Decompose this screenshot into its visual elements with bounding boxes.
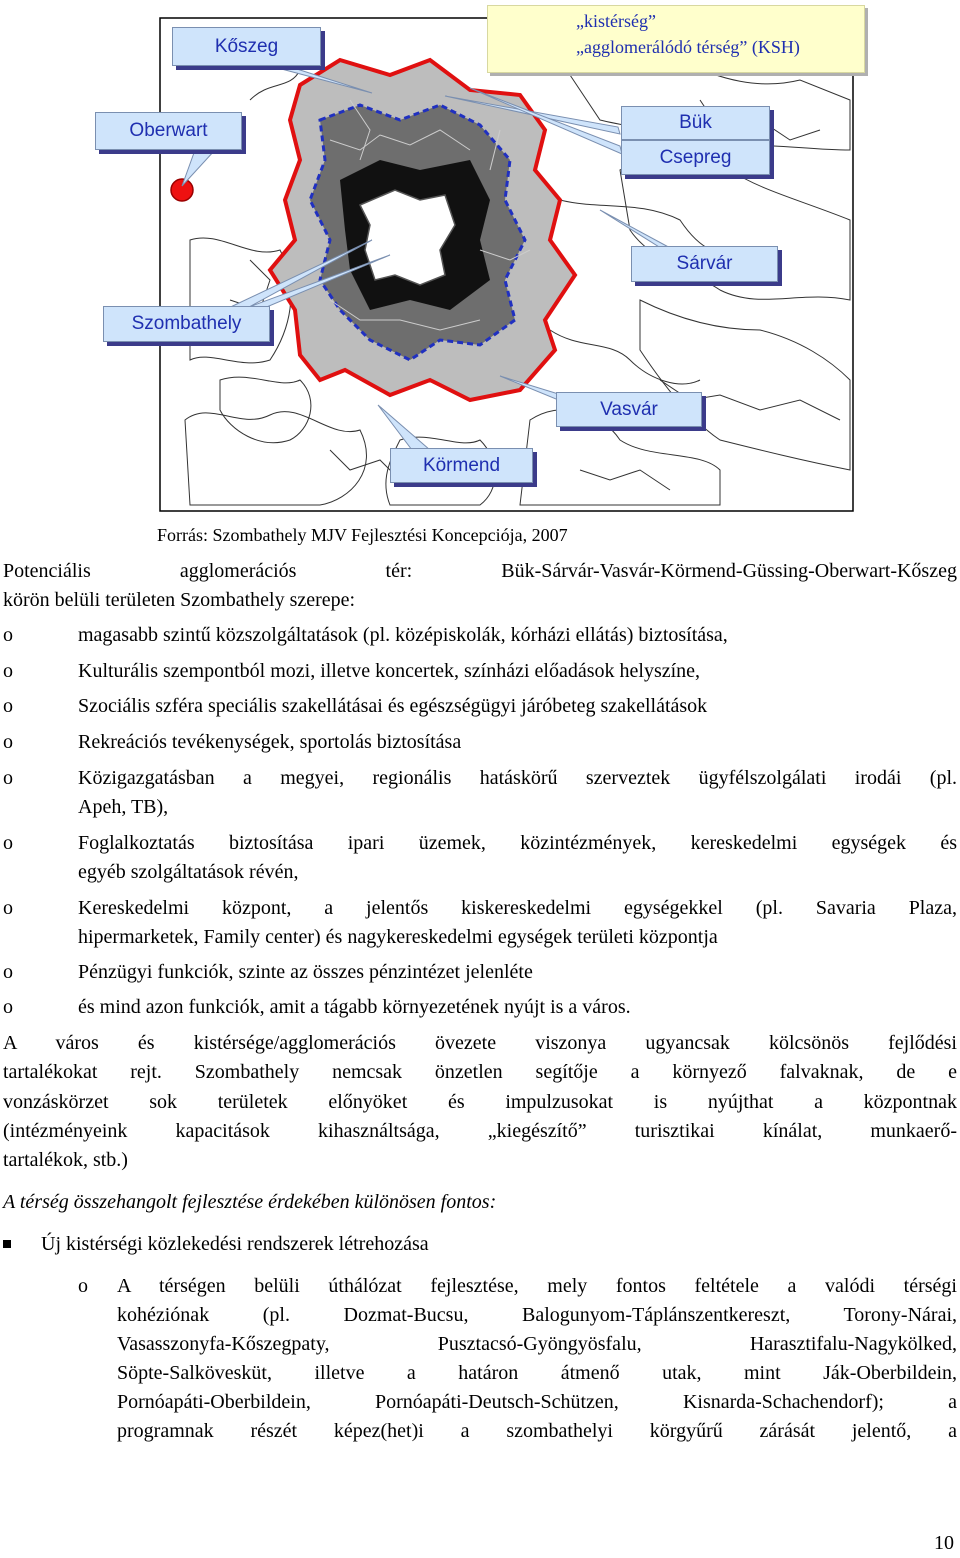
sub-item-line: programnak részét képez(het)i a szombathelyi körgyűrű zárását jelentő, a: [117, 1420, 957, 1442]
callout-vasvar: Vasvár: [556, 392, 702, 427]
map-legend: [487, 5, 865, 73]
legend-agglomeration-label: „agglomerálódó térség” (KSH): [576, 37, 800, 57]
role-item-cont: Apeh, TB),: [78, 796, 169, 818]
list-marker: o: [3, 897, 13, 919]
callout-koszeg: Kőszeg: [172, 27, 321, 66]
list-marker: o: [3, 624, 13, 646]
square-bullet-icon: [3, 1240, 11, 1248]
legend-kisterseg-label: „kistérség”: [576, 11, 656, 31]
figure-source: Forrás: Szombathely MJV Fejlesztési Koncepciója, 2007: [157, 525, 568, 545]
paragraph-line: tartalékok, stb.): [3, 1149, 128, 1171]
intro-word: agglomerációs: [179, 560, 297, 582]
list-marker: o: [3, 660, 13, 682]
role-item-cont: egyéb szolgáltatások révén,: [78, 861, 299, 883]
list-marker: o: [3, 961, 13, 983]
callout-kormend: Körmend: [390, 448, 533, 483]
callout-oberwart: Oberwart: [95, 112, 242, 150]
list-marker: o: [3, 832, 13, 854]
list-marker: o: [3, 731, 13, 753]
role-item-cont: hipermarketek, Family center) és nagykereskedelmi egységek területi központja: [78, 926, 718, 948]
szombathely-city: [360, 190, 455, 285]
intro-line-1: [3, 557, 957, 586]
role-item: Rekreációs tevékenységek, sportolás biztosítása: [78, 731, 462, 753]
intro-word: Potenciális: [3, 560, 91, 582]
role-item: magasabb szintű közszolgáltatások (pl. középiskolák, kórházi ellátás) biztosítása,: [78, 624, 728, 646]
paragraph-line: vonzáskörzet sok területek előnyöket és impulzusokat is nyújthat a központnak: [3, 1091, 957, 1113]
sub-item-line: Pornóapáti-Oberbildein, Pornóapáti-Deutsch-Schützen, Kisnarda-Schachendorf); a: [117, 1391, 957, 1413]
oberwart-marker: [171, 179, 193, 201]
paragraph-line: tartalékokat rejt. Szombathely nemcsak önzetlen segítője a környező falvaknak, de e: [3, 1061, 957, 1083]
callout-sarvar: Sárvár: [631, 246, 778, 282]
list-marker: o: [3, 695, 13, 717]
role-item: és mind azon funkciók, amit a tágabb környezetének nyújt is a város.: [78, 996, 631, 1018]
italic-heading: A térség összehangolt fejlesztése érdekében különösen fontos:: [3, 1191, 497, 1213]
role-item: Kereskedelmi központ, a jelentős kiskereskedelmi egységekkel (pl. Savaria Plaza,: [78, 897, 957, 919]
list-marker: o: [78, 1275, 88, 1297]
intro-line-2: körön belüli területen Szombathely szerepe:: [3, 589, 356, 611]
sub-item-line: Vasasszonyfa-Kőszegpaty, Pusztacsó-Gyöngyösfalu, Harasztifalu-Nagykölked,: [117, 1333, 957, 1355]
list-marker: o: [3, 996, 13, 1018]
intro-word: tér:: [385, 560, 413, 582]
sub-item-line: A térségen belüli úthálózat fejlesztése, mely fontos feltétele a valódi térségi: [117, 1275, 957, 1297]
list-marker: o: [3, 767, 13, 789]
intro-word: Bük-Sárvár-Vasvár-Körmend-Güssing-Oberwart-Kőszeg: [501, 560, 957, 582]
agglomeration-map: [0, 0, 960, 515]
callout-buk: Bük: [621, 106, 770, 140]
callout-szombathely: Szombathely: [103, 306, 270, 342]
role-item: Pénzügyi funkciók, szinte az összes pénzintézet jelenléte: [78, 961, 533, 983]
square-item: Új kistérségi közlekedési rendszerek létrehozása: [41, 1233, 429, 1255]
paragraph-line: A város és kistérsége/agglomerációs övezete viszonya ugyancsak kölcsönös fejlődési: [3, 1032, 957, 1054]
sub-item-line: Söpte-Salkövesküt, illetve a határon átmenő utak, mint Ják-Oberbildein,: [117, 1362, 957, 1384]
page-number: 10: [934, 1532, 954, 1554]
role-item: Közigazgatásban a megyei, regionális hatáskörű szerveztek ügyfélszolgálati irodái (pl.: [78, 767, 957, 789]
callout-csepreg: Csepreg: [621, 140, 770, 175]
sub-item-line: kohéziónak (pl. Dozmat-Bucsu, Balogunyom-Táplánszentkereszt, Torony-Nárai,: [117, 1304, 957, 1326]
paragraph-line: (intézményeink kapacitások kihasználtsága, „kiegészítő” turisztikai kínálat, munkaerő-: [3, 1120, 957, 1142]
map-figure: [0, 0, 960, 515]
role-item: Foglalkoztatás biztosítása ipari üzemek, közintézmények, kereskedelmi egységek és: [78, 832, 957, 854]
role-item: Kulturális szempontból mozi, illetve koncertek, színházi előadások helyszíne,: [78, 660, 701, 682]
role-item: Szociális szféra speciális szakellátásai és egészségügyi járóbeteg szakellátások: [78, 695, 708, 717]
